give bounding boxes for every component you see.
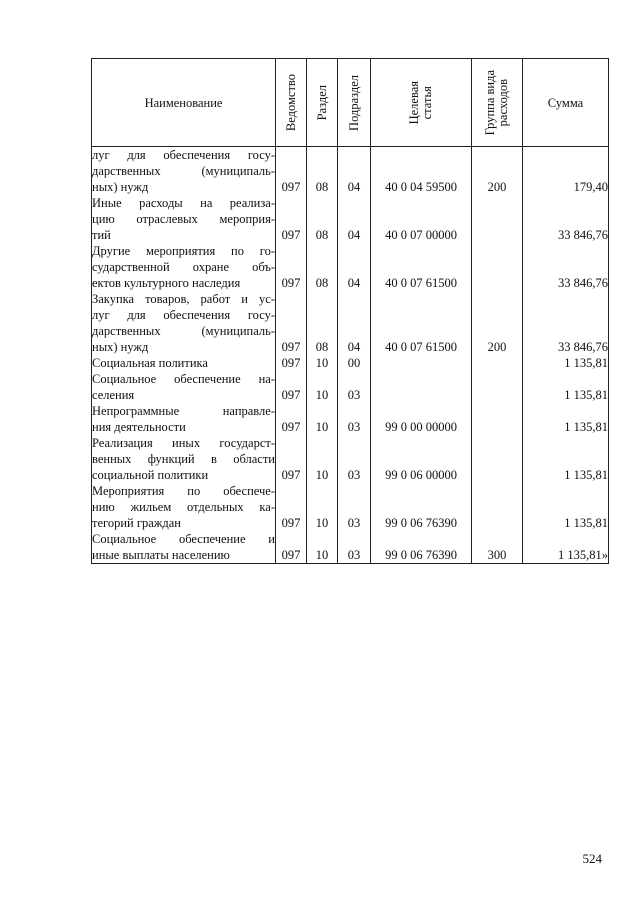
cell-sum: 33 846,76	[523, 291, 609, 355]
cell-subsection: 04	[338, 243, 371, 291]
cell-section: 08	[307, 195, 338, 243]
name-line: венных функций в области	[92, 452, 275, 466]
name-line: Закупка товаров, работ и ус-	[92, 292, 275, 306]
header-name: Наименование	[92, 59, 276, 147]
cell-sum: 1 135,81	[523, 483, 609, 531]
name-line: Социальное обеспечение и	[92, 532, 275, 546]
cell-dept: 097	[276, 403, 307, 435]
cell-subsection: 03	[338, 483, 371, 531]
name-line: дарственных (муниципаль-	[92, 164, 275, 178]
cell-sum: 33 846,76	[523, 243, 609, 291]
cell-name	[92, 435, 276, 483]
cell-name	[92, 483, 276, 531]
cell-name	[92, 291, 276, 355]
name-line: Социальная политика	[92, 356, 208, 370]
page-number: 524	[582, 851, 602, 866]
cell-subsection: 03	[338, 371, 371, 403]
cell-sum: 1 135,81	[523, 355, 609, 371]
cell-target: 40 0 07 61500	[371, 291, 472, 355]
header-target: Целевая статья	[371, 59, 472, 147]
cell-section: 08	[307, 147, 338, 196]
header-subsection: Подраздел	[338, 59, 371, 147]
cell-group	[472, 435, 523, 483]
cell-dept: 097	[276, 531, 307, 564]
cell-sum: 1 135,81	[523, 371, 609, 403]
name-line: социальной политики	[92, 468, 209, 482]
table-row	[92, 531, 609, 564]
cell-section: 10	[307, 483, 338, 531]
cell-name	[92, 531, 276, 564]
name-line: ния деятельности	[92, 420, 186, 434]
name-line: ных) нужд	[92, 180, 149, 194]
budget-table	[91, 58, 609, 564]
cell-sum: 1 135,81	[523, 435, 609, 483]
cell-group: 200	[472, 291, 523, 355]
table-row	[92, 435, 609, 483]
name-line: ных) нужд	[92, 340, 149, 354]
name-line: луг для обеспечения госу-	[92, 308, 275, 322]
cell-dept: 097	[276, 195, 307, 243]
cell-target: 99 0 06 76390	[371, 531, 472, 564]
cell-dept: 097	[276, 483, 307, 531]
cell-subsection: 03	[338, 531, 371, 564]
table-body	[92, 147, 609, 564]
name-line: Непрограммные направле-	[92, 404, 275, 418]
cell-group	[472, 483, 523, 531]
cell-subsection: 03	[338, 403, 371, 435]
header-sum: Сумма	[523, 59, 609, 147]
cell-target: 99 0 00 00000	[371, 403, 472, 435]
table-row	[92, 371, 609, 403]
cell-sum: 1 135,81	[523, 403, 609, 435]
table-row	[92, 483, 609, 531]
name-line: нию жильем отдельных ка-	[92, 500, 275, 514]
cell-section: 10	[307, 355, 338, 371]
cell-sum: 179,40	[523, 147, 609, 196]
cell-sum: 33 846,76	[523, 195, 609, 243]
name-line: иные выплаты населению	[92, 548, 230, 562]
cell-group	[472, 403, 523, 435]
cell-group	[472, 355, 523, 371]
name-line: Другие мероприятия по го-	[92, 244, 275, 258]
name-line: ектов культурного наследия	[92, 276, 241, 290]
cell-name	[92, 195, 276, 243]
name-line: Иные расходы на реализа-	[92, 196, 275, 210]
name-line: сударственной охране объ-	[92, 260, 275, 274]
cell-name	[92, 355, 276, 371]
cell-group	[472, 371, 523, 403]
cell-section: 10	[307, 435, 338, 483]
cell-target: 40 0 04 59500	[371, 147, 472, 196]
cell-target: 99 0 06 00000	[371, 435, 472, 483]
cell-subsection: 03	[338, 435, 371, 483]
cell-name	[92, 243, 276, 291]
header-group: Группа вида расходов	[472, 59, 523, 147]
cell-dept: 097	[276, 435, 307, 483]
cell-section: 10	[307, 531, 338, 564]
header-section: Раздел	[307, 59, 338, 147]
table-row	[92, 403, 609, 435]
cell-target	[371, 371, 472, 403]
cell-dept: 097	[276, 355, 307, 371]
table-header-row	[92, 59, 609, 147]
name-line: дарственных (муниципаль-	[92, 324, 275, 338]
cell-dept: 097	[276, 371, 307, 403]
cell-subsection: 04	[338, 291, 371, 355]
cell-name	[92, 371, 276, 403]
table-row	[92, 355, 609, 371]
name-line: Социальное обеспечение на-	[92, 372, 275, 386]
cell-group	[472, 243, 523, 291]
cell-name	[92, 403, 276, 435]
cell-subsection: 04	[338, 195, 371, 243]
cell-sum: 1 135,81»	[523, 531, 609, 564]
cell-dept: 097	[276, 243, 307, 291]
table-row	[92, 291, 609, 355]
table-row	[92, 147, 609, 196]
cell-dept: 097	[276, 147, 307, 196]
name-line: селения	[92, 388, 135, 402]
name-line: тий	[92, 228, 111, 242]
name-line: луг для обеспечения госу-	[92, 148, 275, 162]
cell-target: 99 0 06 76390	[371, 483, 472, 531]
header-dept: Ведомство	[276, 59, 307, 147]
cell-name	[92, 147, 276, 196]
name-line: Реализация иных государст-	[92, 436, 275, 450]
cell-section: 08	[307, 291, 338, 355]
cell-subsection: 04	[338, 147, 371, 196]
cell-target: 40 0 07 61500	[371, 243, 472, 291]
cell-section: 08	[307, 243, 338, 291]
cell-group: 200	[472, 147, 523, 196]
cell-group	[472, 195, 523, 243]
cell-group: 300	[472, 531, 523, 564]
cell-target: 40 0 07 00000	[371, 195, 472, 243]
cell-section: 10	[307, 403, 338, 435]
table-row	[92, 195, 609, 243]
cell-subsection: 00	[338, 355, 371, 371]
cell-section: 10	[307, 371, 338, 403]
cell-target	[371, 355, 472, 371]
name-line: тегорий граждан	[92, 516, 181, 530]
name-line: Мероприятия по обеспече-	[92, 484, 275, 498]
cell-dept: 097	[276, 291, 307, 355]
table-row	[92, 243, 609, 291]
name-line: цию отраслевых мероприя-	[92, 212, 275, 226]
